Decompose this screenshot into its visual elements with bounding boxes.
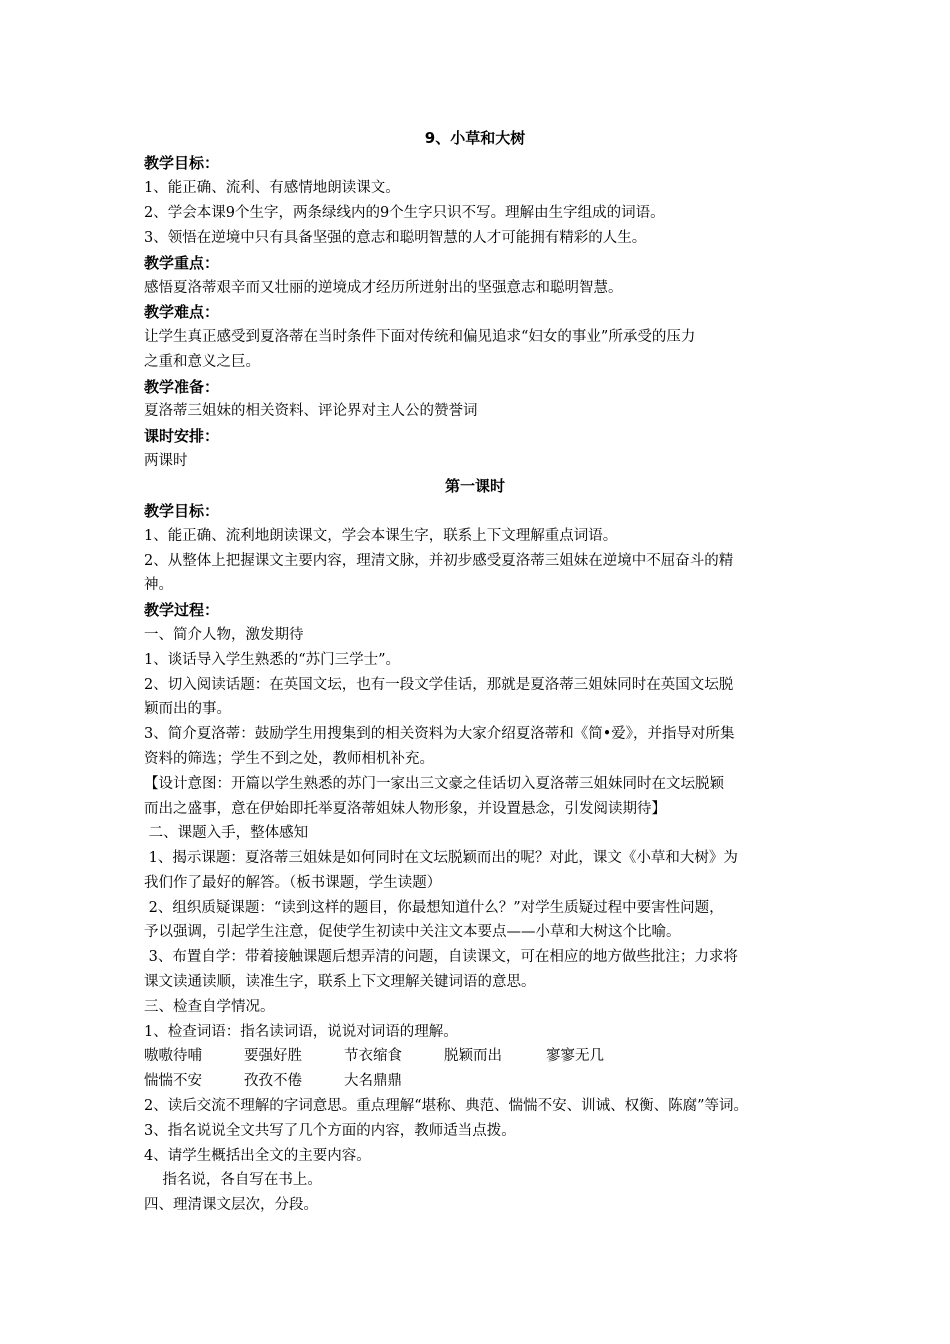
vocab-word: 节衣缩食 bbox=[344, 1048, 402, 1064]
process-line: 4、请学生概括出全文的主要内容。 bbox=[144, 1148, 371, 1164]
lesson-title: 第一课时 bbox=[444, 477, 505, 495]
vocab-word: 要强好胜 bbox=[244, 1048, 302, 1064]
heading-goals: 教学目标： bbox=[144, 154, 220, 172]
difficulty-line: 让学生真正感受到夏洛蒂在当时条件下面对传统和偏见追求“妇女的事业”所承受的压力 bbox=[144, 329, 696, 345]
design-intent-line: 【设计意图：开篇以学生熟悉的苏门一家出三文豪之佳话切入夏洛蒂三姐妹同时在文坛脱颖 bbox=[144, 776, 724, 792]
vocab-word: 寥寥无几 bbox=[546, 1048, 604, 1064]
vocab-row bbox=[144, 1046, 604, 1066]
process-line: 三、检查自学情况。 bbox=[144, 999, 275, 1015]
process-line: 1、谈话导入学生熟悉的“苏门三学士”。 bbox=[144, 652, 401, 668]
process-line: 颖而出的事。 bbox=[144, 701, 231, 717]
heading-process: 教学过程： bbox=[144, 601, 220, 619]
process-line: 2、组织质疑课题：“读到这样的题目，你最想知道什么？”对学生质疑过程中要害性问题， bbox=[144, 900, 724, 916]
vocab-word: 嗷嗷待哺 bbox=[144, 1048, 202, 1064]
goal2-line: 神。 bbox=[144, 577, 173, 593]
process-line: 1、检查词语：指名读词语，说说对词语的理解。 bbox=[144, 1024, 458, 1040]
prep-text: 夏洛蒂三姐妹的相关资料、评论界对主人公的赞誉词 bbox=[144, 403, 478, 419]
goal-line: 3、领悟在逆境中只有具备坚强的意志和聪明智慧的人才可能拥有精彩的人生。 bbox=[144, 230, 647, 246]
goal-line: 2、学会本课9个生字，两条绿线内的9个生字只识不写。理解由生字组成的词语。 bbox=[144, 205, 665, 221]
process-line: 课文读通读顺，读准生字，联系上下文理解关键词语的意思。 bbox=[144, 974, 536, 990]
schedule-text: 两课时 bbox=[144, 453, 188, 469]
goal-line: 1、能正确、流利、有感情地朗读课文。 bbox=[144, 180, 400, 196]
process-line: 四、理清课文层次，分段。 bbox=[144, 1197, 318, 1213]
vocab-word: 脱颖而出 bbox=[444, 1048, 502, 1064]
page-title: 9、小草和大树 bbox=[424, 129, 526, 147]
heading-prep: 教学准备： bbox=[144, 378, 220, 396]
process-line: 1、揭示课题：夏洛蒂三姐妹是如何同时在文坛脱颖而出的呢？对此，课文《小草和大树》为 bbox=[144, 850, 738, 866]
vocab-word: 孜孜不倦 bbox=[244, 1073, 302, 1089]
process-line: 3、简介夏洛蒂：鼓励学生用搜集到的相关资料为大家介绍夏洛蒂和《简•爱》，并指导对所集 bbox=[144, 726, 735, 742]
key-point-text: 感悟夏洛蒂艰辛而又壮丽的逆境成才经历所迸射出的坚强意志和聪明智慧。 bbox=[144, 280, 623, 296]
design-intent-line: 而出之盛事，意在伊始即托举夏洛蒂姐妹人物形象，并设置悬念，引发阅读期待】 bbox=[144, 801, 666, 817]
goal2-line: 1、能正确、流利地朗读课文，学会本课生字，联系上下文理解重点词语。 bbox=[144, 528, 618, 544]
process-line: 资料的筛选；学生不到之处，教师相机补充。 bbox=[144, 751, 434, 767]
process-line: 2、读后交流不理解的字词意思。重点理解“堪称、典范、惴惴不安、训诫、权衡、陈腐”等词。 bbox=[144, 1098, 749, 1114]
heading-difficulty: 教学难点： bbox=[144, 303, 220, 321]
process-line: 二、课题入手，整体感知 bbox=[144, 825, 309, 841]
heading-schedule: 课时安排： bbox=[144, 427, 220, 445]
process-line: 予以强调，引起学生注意，促使学生初读中关注文本要点——小草和大树这个比喻。 bbox=[144, 924, 681, 940]
heading-key-point: 教学重点： bbox=[144, 254, 220, 272]
vocab-word: 惴惴不安 bbox=[144, 1073, 202, 1089]
process-line: 2、切入阅读话题：在英国文坛，也有一段文学佳话，那就是夏洛蒂三姐妹同时在英国文坛脱 bbox=[144, 677, 734, 693]
process-line: 3、指名说说全文共写了几个方面的内容，教师适当点拨。 bbox=[144, 1123, 516, 1139]
vocab-row bbox=[144, 1071, 402, 1091]
goal2-line: 2、从整体上把握课文主要内容，理清文脉，并初步感受夏洛蒂三姐妹在逆境中不屈奋斗的精 bbox=[144, 553, 734, 569]
vocab-word: 大名鼎鼎 bbox=[344, 1073, 402, 1089]
process-line: 一、简介人物，激发期待 bbox=[144, 627, 304, 643]
heading-goals-2: 教学目标： bbox=[144, 502, 220, 520]
process-line: 指名说，各自写在书上。 bbox=[144, 1172, 322, 1188]
process-line: 我们作了最好的解答。（板书课题，学生读题） bbox=[144, 875, 442, 891]
process-line: 3、布置自学：带着接触课题后想弄清的问题，自读课文，可在相应的地方做些批注；力求将 bbox=[144, 949, 738, 965]
difficulty-line: 之重和意义之巨。 bbox=[144, 354, 260, 370]
